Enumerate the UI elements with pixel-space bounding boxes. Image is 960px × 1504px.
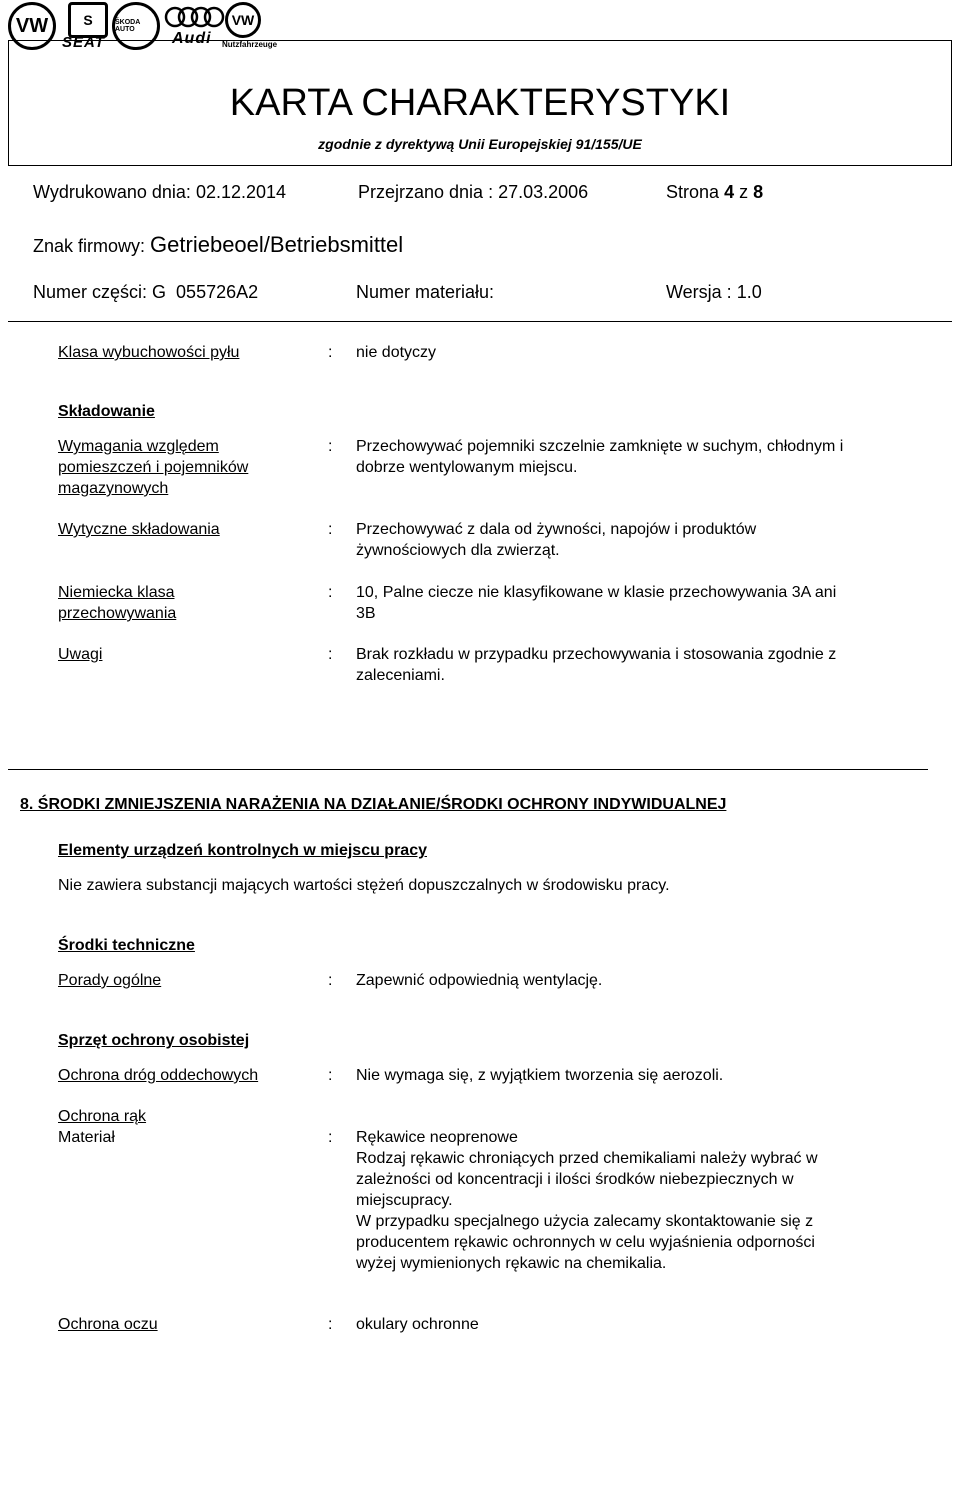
skoda-ring-text: ŠKODA AUTO [115, 19, 141, 33]
hand-value [356, 1127, 916, 1274]
version [666, 282, 762, 303]
hand-label: Ochrona rąk [58, 1108, 147, 1125]
version-value: 1.0 [736, 282, 762, 302]
reviewed-value: 27.03.2006 [498, 182, 589, 202]
controls-text: Nie zawiera substancji mających wartości stężeń dopuszczalnych w środowisku pracy. [58, 877, 670, 894]
value-line: 10, Palne ciecze nie klasyfikowane w klasie przechowywania 3A ani [356, 584, 837, 601]
tech-heading: Środki techniczne [58, 937, 195, 954]
general-label: Porady ogólne [58, 972, 162, 989]
storage-guidelines-value [356, 519, 916, 561]
label-line: Wymagania względem [58, 438, 219, 455]
eye-label: Ochrona oczu [58, 1316, 158, 1333]
value-line: Rękawice neoprenowe [356, 1129, 518, 1146]
controls-heading: Elementy urządzeń kontrolnych w miejscu pracy [58, 842, 427, 859]
value-line: Rodzaj rękawic chroniących przed chemikaliami należy wybrać w [356, 1150, 818, 1167]
header-divider [8, 321, 952, 322]
storage-class-value [356, 582, 916, 624]
colon: : [328, 646, 333, 663]
page-current: 4 [724, 182, 735, 202]
value-line: 3B [356, 605, 376, 622]
eye-value: okulary ochronne [356, 1316, 479, 1333]
dust-label: Klasa wybuchowości pyłu [58, 344, 240, 361]
value-line: zaleceniami. [356, 667, 445, 684]
value-line: dobrze wentylowanym miejscu. [356, 459, 578, 476]
storage-room-label [58, 436, 248, 499]
document-subtitle: zgodnie z dyrektywą Unii Europejskiej 91/155/UE [318, 136, 642, 152]
storage-heading: Składowanie [58, 403, 155, 420]
material-number: Numer materiału: [356, 282, 495, 302]
storage-room-value [356, 436, 916, 478]
value-line: żywnościowych dla zwierząt. [356, 542, 560, 559]
label-line: magazynowych [58, 480, 169, 497]
ppe-heading: Sprzęt ochrony osobistej [58, 1032, 250, 1049]
seat-wordmark: SEAT [62, 34, 105, 51]
value-line: zależności od koncentracji i ilości środków niebezpiecznych w [356, 1171, 794, 1188]
page-sep: z [739, 182, 749, 202]
vw-logo: VW [8, 2, 56, 50]
value-line: producentem rękawic ochronnych w celu wyjaśnienia odporności [356, 1234, 815, 1251]
seat-logo: S [68, 2, 108, 38]
value-line: Brak rozkładu w przypadku przechowywania i stosowania zgodnie z [356, 646, 837, 663]
colon: : [328, 584, 333, 601]
version-label: Wersja : [666, 282, 732, 302]
vw-nutzfahrzeuge-wordmark: Nutzfahrzeuge [222, 40, 278, 49]
audi-wordmark: Audi [172, 30, 212, 47]
respiratory-value: Nie wymaga się, z wyjątkiem tworzenia się aerozoli. [356, 1067, 724, 1084]
section-divider [8, 769, 928, 770]
printed-date [33, 182, 286, 203]
audi-rings-icon [164, 6, 226, 28]
colon: : [328, 344, 333, 361]
part-number [33, 282, 258, 303]
part-label: Numer części: [33, 282, 148, 302]
colon: : [328, 1129, 333, 1146]
material-label: Materiał [58, 1129, 115, 1146]
brand-label: Znak firmowy: [33, 236, 146, 256]
colon: : [328, 438, 333, 455]
value-line: wyżej wymienionych rękawic na chemikalia. [356, 1255, 667, 1272]
label-line: Uwagi [58, 646, 103, 663]
part-value: G 055726A2 [152, 282, 259, 302]
brand-value: Getriebeoel/Betriebsmittel [150, 232, 404, 257]
storage-class-label [58, 582, 176, 624]
respiratory-label: Ochrona dróg oddechowych [58, 1067, 259, 1084]
label-line: Wytyczne składowania [58, 521, 220, 538]
brand-line [33, 232, 403, 258]
general-value: Zapewnić odpowiednią wentylację. [356, 972, 603, 989]
page-label: Strona [666, 182, 720, 202]
storage-notes-label [58, 644, 102, 665]
vw-nutzfahrzeuge-logo: VW [225, 2, 261, 38]
section-8-title: 8. ŚRODKI ZMNIEJSZENIA NARAŻENIA NA DZIAŁANIE/ŚRODKI OCHRONY INDYWIDUALNEJ [20, 796, 727, 813]
storage-notes-value [356, 644, 916, 686]
document-title: KARTA CHARAKTERYSTYKI [229, 82, 731, 124]
value-line: W przypadku specjalnego użycia zalecamy skontaktowanie się z [356, 1213, 814, 1230]
printed-value: 02.12.2014 [195, 182, 287, 202]
value-line: miejscupracy. [356, 1192, 453, 1209]
label-line: przechowywania [58, 605, 177, 622]
colon: : [328, 1316, 333, 1333]
label-line: Niemiecka klasa [58, 584, 175, 601]
value-line: Przechowywać z dala od żywności, napojów i produktów [356, 521, 757, 538]
printed-label: Wydrukowano dnia: [33, 182, 191, 202]
value-line: Przechowywać pojemniki szczelnie zamknięte w suchym, chłodnym i [356, 438, 844, 455]
reviewed-label: Przejrzano dnia : [358, 182, 494, 202]
storage-guidelines-label [58, 519, 220, 540]
page-indicator [666, 182, 763, 203]
label-line: pomieszczeń i pojemników [58, 459, 249, 476]
dust-value: nie dotyczy [356, 344, 437, 361]
colon: : [328, 972, 333, 989]
colon: : [328, 521, 333, 538]
colon: : [328, 1067, 333, 1084]
page-total: 8 [753, 182, 764, 202]
reviewed-date [358, 182, 588, 203]
